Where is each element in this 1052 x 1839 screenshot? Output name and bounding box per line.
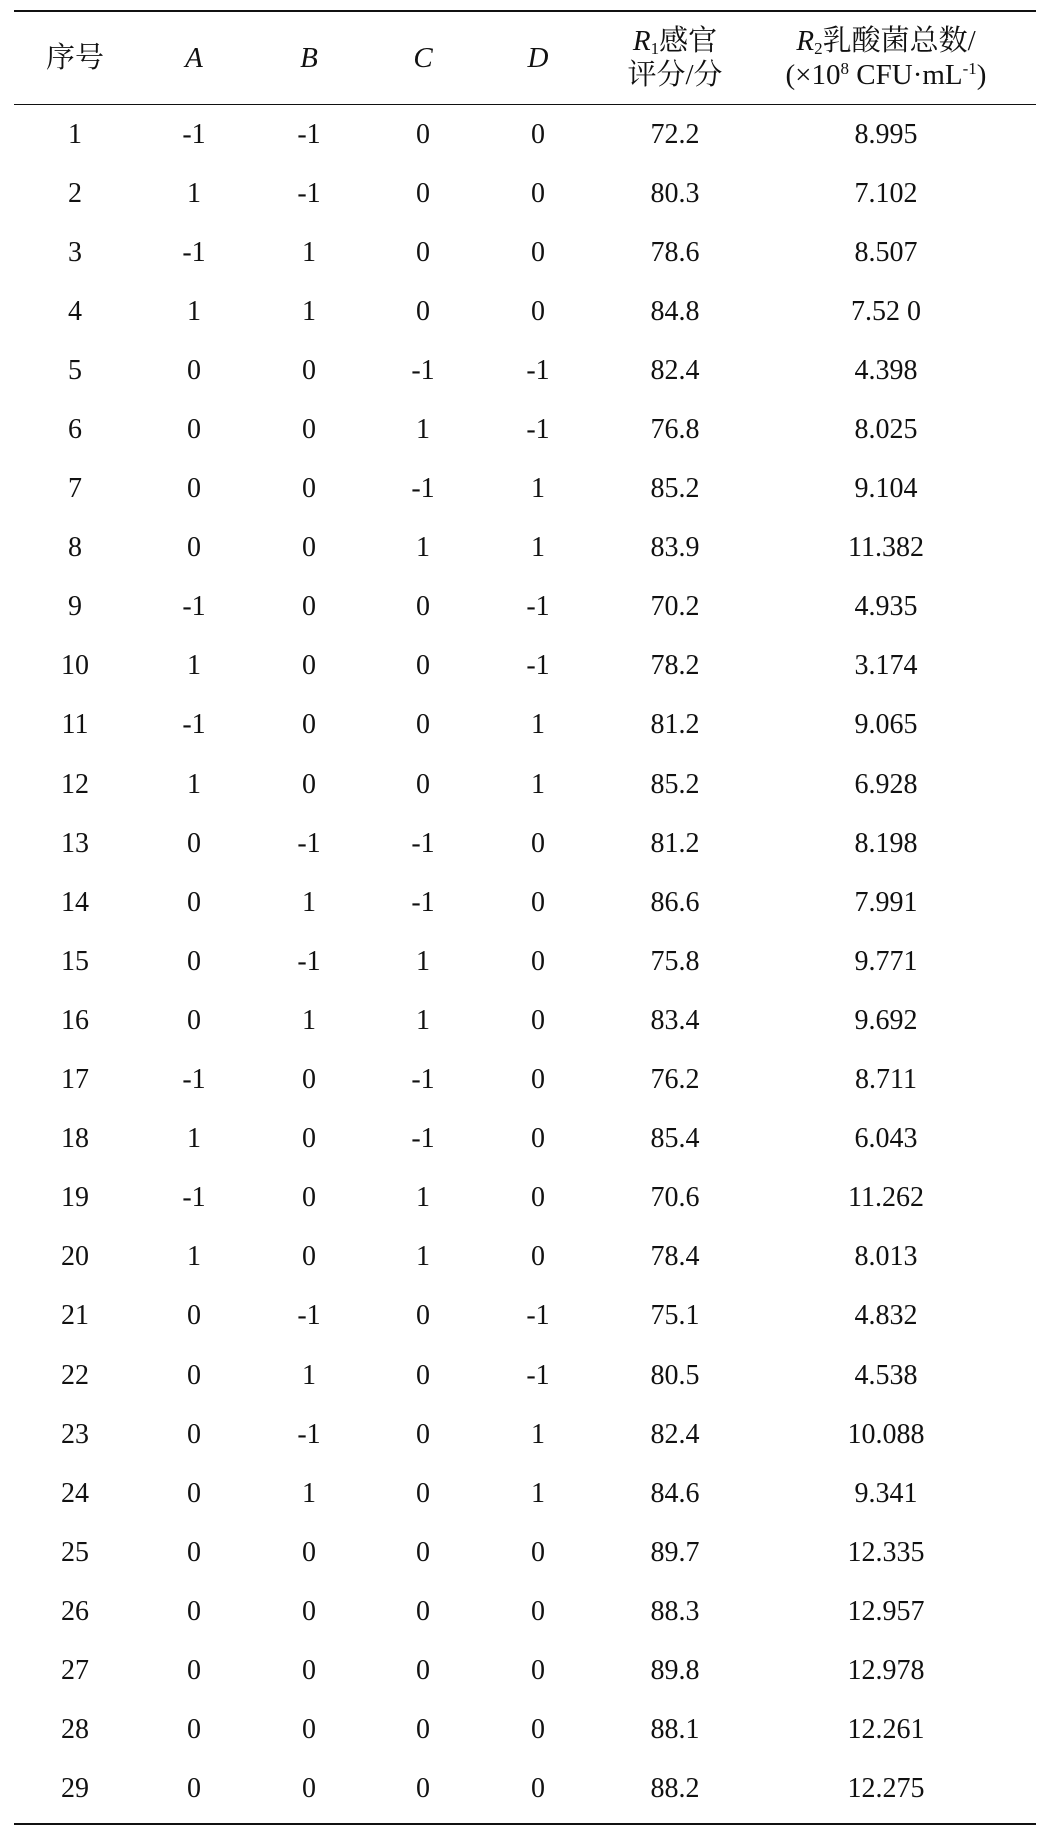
cell-r1-score: 85.2 (650, 768, 700, 800)
cell-r1-score: 88.2 (650, 1773, 700, 1805)
cell-d: 0 (531, 1773, 545, 1805)
cell-a: 0 (187, 886, 201, 918)
cell-r1-score: 89.8 (650, 1654, 700, 1686)
cell-c: 0 (416, 709, 430, 741)
cell-r2-count: 9.104 (854, 473, 918, 505)
cell-b: 0 (302, 1595, 316, 1627)
cell-b: -1 (297, 945, 321, 977)
cell-seq: 25 (61, 1536, 89, 1568)
cell-c: -1 (411, 354, 435, 386)
cell-r2-count: 10.088 (847, 1418, 925, 1450)
cell-b: -1 (297, 1418, 321, 1450)
table-row (14, 1051, 1036, 1110)
cell-seq: 16 (61, 1004, 89, 1036)
cell-d: 0 (531, 1064, 545, 1096)
cell-r2-count: 4.538 (854, 1359, 918, 1391)
cell-d: 0 (531, 1182, 545, 1214)
cell-seq: 27 (61, 1654, 89, 1686)
cell-a: 0 (187, 1714, 201, 1746)
cell-a: 0 (187, 1300, 201, 1332)
cell-b: 0 (302, 473, 316, 505)
cell-a: 0 (187, 1004, 201, 1036)
cell-seq: 3 (68, 236, 82, 268)
cell-d: 0 (531, 295, 545, 327)
cell-a: -1 (182, 118, 206, 150)
table-row (14, 873, 1036, 932)
cell-d: 0 (531, 1123, 545, 1155)
cell-r1-score: 70.2 (650, 591, 700, 623)
table-row (14, 1464, 1036, 1523)
cell-d: 1 (531, 1477, 545, 1509)
table-row (14, 105, 1036, 164)
cell-r2-count: 4.935 (854, 591, 918, 623)
cell-seq: 4 (68, 295, 82, 327)
table-row (14, 519, 1036, 578)
table-row (14, 1228, 1036, 1287)
cell-b: 0 (302, 650, 316, 682)
header-d: D (527, 42, 549, 74)
cell-seq: 17 (61, 1064, 89, 1096)
cell-a: 1 (187, 650, 201, 682)
cell-c: 0 (416, 650, 430, 682)
cell-r2-count: 11.262 (848, 1182, 924, 1214)
table-row (14, 1287, 1036, 1346)
table-row (14, 164, 1036, 223)
cell-seq: 24 (61, 1477, 89, 1509)
cell-r1-score: 78.2 (650, 650, 700, 682)
header-a: A (185, 42, 203, 74)
cell-r2-count: 8.198 (854, 827, 918, 859)
cell-r1-score: 75.8 (650, 945, 700, 977)
cell-seq: 29 (61, 1773, 89, 1805)
cell-d: 0 (531, 236, 545, 268)
cell-a: 0 (187, 1536, 201, 1568)
cell-r1-score: 84.8 (650, 295, 700, 327)
table-row (14, 1346, 1036, 1405)
cell-c: 1 (416, 1004, 430, 1036)
cell-seq: 20 (61, 1241, 89, 1273)
cell-r2-count: 9.341 (854, 1477, 918, 1509)
cell-seq: 9 (68, 591, 82, 623)
cell-r1-score: 75.1 (650, 1300, 700, 1332)
cell-seq: 12 (61, 768, 89, 800)
cell-b: 0 (302, 1182, 316, 1214)
table-row (14, 991, 1036, 1050)
cell-c: 1 (416, 945, 430, 977)
cell-c: -1 (411, 473, 435, 505)
table-row (14, 637, 1036, 696)
cell-a: -1 (182, 1182, 206, 1214)
cell-seq: 5 (68, 354, 82, 386)
cell-seq: 15 (61, 945, 89, 977)
cell-r2-count: 8.013 (854, 1241, 918, 1273)
table-row (14, 341, 1036, 400)
cell-a: -1 (182, 236, 206, 268)
header-b: B (300, 42, 318, 74)
cell-r2-count: 8.507 (854, 236, 918, 268)
table-row (14, 1169, 1036, 1228)
cell-r2-count: 4.832 (854, 1300, 918, 1332)
table-row (14, 1701, 1036, 1760)
cell-r2-count: 11.382 (848, 532, 924, 564)
header-seq: 序号 (45, 42, 104, 74)
table-row (14, 400, 1036, 459)
cell-c: 1 (416, 532, 430, 564)
cell-d: -1 (526, 354, 550, 386)
cell-a: 0 (187, 1773, 201, 1805)
cell-a: 1 (187, 1241, 201, 1273)
cell-a: -1 (182, 1064, 206, 1096)
cell-r1-score: 72.2 (650, 118, 700, 150)
cell-r1-score: 83.9 (650, 532, 700, 564)
cell-r1-score: 84.6 (650, 1477, 700, 1509)
cell-a: 0 (187, 1654, 201, 1686)
cell-d: 0 (531, 118, 545, 150)
cell-c: 0 (416, 1773, 430, 1805)
cell-a: 0 (187, 1418, 201, 1450)
cell-a: 0 (187, 1477, 201, 1509)
cell-r2-count: 6.043 (854, 1123, 918, 1155)
table-row (14, 814, 1036, 873)
header-c: C (413, 42, 433, 74)
cell-c: 0 (416, 1477, 430, 1509)
cell-b: -1 (297, 1300, 321, 1332)
cell-d: 0 (531, 886, 545, 918)
cell-a: 0 (187, 473, 201, 505)
table-body (14, 105, 1036, 1819)
cell-b: 0 (302, 414, 316, 446)
cell-d: -1 (526, 650, 550, 682)
cell-a: -1 (182, 709, 206, 741)
cell-b: 0 (302, 768, 316, 800)
cell-a: 0 (187, 354, 201, 386)
cell-r1-score: 81.2 (650, 827, 700, 859)
table-row (14, 1582, 1036, 1641)
cell-a: 1 (187, 177, 201, 209)
table-row (14, 1110, 1036, 1169)
cell-c: 0 (416, 1359, 430, 1391)
cell-a: -1 (182, 591, 206, 623)
cell-d: 0 (531, 945, 545, 977)
cell-d: 0 (531, 177, 545, 209)
table-row (14, 460, 1036, 519)
cell-b: -1 (297, 118, 321, 150)
cell-seq: 2 (68, 177, 82, 209)
cell-a: 0 (187, 414, 201, 446)
cell-d: 0 (531, 1536, 545, 1568)
cell-r2-count: 7.52 0 (851, 295, 921, 327)
cell-r1-score: 82.4 (650, 1418, 700, 1450)
table-bottom-rule (14, 1823, 1036, 1825)
cell-r1-score: 76.8 (650, 414, 700, 446)
cell-r2-count: 7.102 (854, 177, 918, 209)
cell-r2-count: 12.978 (847, 1654, 925, 1686)
table-row (14, 223, 1036, 282)
cell-b: 0 (302, 1123, 316, 1155)
cell-r1-score: 70.6 (650, 1182, 700, 1214)
cell-r2-count: 12.275 (847, 1773, 925, 1805)
cell-d: 1 (531, 532, 545, 564)
cell-r2-count: 9.771 (854, 945, 918, 977)
cell-seq: 22 (61, 1359, 89, 1391)
table-row (14, 1523, 1036, 1582)
cell-seq: 26 (61, 1595, 89, 1627)
cell-r2-count: 8.025 (854, 414, 918, 446)
cell-d: 1 (531, 1418, 545, 1450)
cell-d: 1 (531, 473, 545, 505)
cell-b: -1 (297, 827, 321, 859)
cell-r2-count: 8.995 (854, 118, 918, 150)
cell-b: 0 (302, 591, 316, 623)
cell-b: 0 (302, 1773, 316, 1805)
cell-seq: 13 (61, 827, 89, 859)
cell-r1-score: 78.6 (650, 236, 700, 268)
cell-r2-count: 12.957 (847, 1595, 925, 1627)
cell-c: 0 (416, 1595, 430, 1627)
cell-r1-score: 85.2 (650, 473, 700, 505)
cell-a: 0 (187, 1359, 201, 1391)
cell-d: -1 (526, 1300, 550, 1332)
table-row (14, 1760, 1036, 1819)
cell-c: 1 (416, 1182, 430, 1214)
cell-c: 1 (416, 1241, 430, 1273)
cell-d: -1 (526, 1359, 550, 1391)
cell-r1-score: 88.1 (650, 1714, 700, 1746)
cell-d: 1 (531, 768, 545, 800)
cell-seq: 19 (61, 1182, 89, 1214)
cell-d: 0 (531, 1714, 545, 1746)
cell-seq: 14 (61, 886, 89, 918)
cell-seq: 18 (61, 1123, 89, 1155)
cell-r1-score: 86.6 (650, 886, 700, 918)
cell-b: 1 (302, 1004, 316, 1036)
cell-d: 0 (531, 827, 545, 859)
table-row (14, 696, 1036, 755)
cell-b: 1 (302, 886, 316, 918)
cell-a: 1 (187, 768, 201, 800)
header-r1: $R_1$感官 评分/分 (627, 25, 723, 91)
cell-b: 1 (302, 295, 316, 327)
cell-c: 0 (416, 177, 430, 209)
cell-seq: 7 (68, 473, 82, 505)
table-row (14, 1641, 1036, 1700)
cell-seq: 28 (61, 1714, 89, 1746)
cell-d: 0 (531, 1654, 545, 1686)
cell-c: 0 (416, 768, 430, 800)
cell-b: 0 (302, 1536, 316, 1568)
cell-r2-count: 9.692 (854, 1004, 918, 1036)
cell-b: 1 (302, 1359, 316, 1391)
table-row (14, 282, 1036, 341)
cell-a: 0 (187, 1595, 201, 1627)
cell-seq: 23 (61, 1418, 89, 1450)
cell-r1-score: 88.3 (650, 1595, 700, 1627)
cell-r2-count: 7.991 (854, 886, 918, 918)
table-row (14, 932, 1036, 991)
table-row (14, 1405, 1036, 1464)
cell-b: 0 (302, 1714, 316, 1746)
cell-r2-count: 12.261 (847, 1714, 925, 1746)
cell-r2-count: 4.398 (854, 354, 918, 386)
cell-d: 0 (531, 1004, 545, 1036)
cell-r1-score: 82.4 (650, 354, 700, 386)
cell-r2-count: 8.711 (855, 1064, 917, 1096)
cell-seq: 11 (61, 709, 89, 741)
cell-b: 0 (302, 1064, 316, 1096)
cell-seq: 1 (68, 118, 82, 150)
cell-c: -1 (411, 1123, 435, 1155)
cell-c: -1 (411, 827, 435, 859)
cell-c: 0 (416, 236, 430, 268)
cell-seq: 8 (68, 532, 82, 564)
cell-r1-score: 81.2 (650, 709, 700, 741)
cell-b: 1 (302, 236, 316, 268)
cell-b: -1 (297, 177, 321, 209)
cell-a: 0 (187, 827, 201, 859)
cell-c: 0 (416, 1714, 430, 1746)
cell-c: 0 (416, 591, 430, 623)
cell-c: 1 (416, 414, 430, 446)
cell-d: -1 (526, 414, 550, 446)
cell-d: 1 (531, 709, 545, 741)
cell-a: 1 (187, 1123, 201, 1155)
cell-r2-count: 12.335 (847, 1536, 925, 1568)
cell-b: 0 (302, 1654, 316, 1686)
header-r2: $R_2$乳酸菌总数/ ($\times 10^8$ $CFU\cdot mL^{-1}$) (785, 25, 987, 91)
cell-d: 0 (531, 1241, 545, 1273)
cell-a: 0 (187, 532, 201, 564)
cell-seq: 6 (68, 414, 82, 446)
cell-r1-score: 80.5 (650, 1359, 700, 1391)
cell-r1-score: 85.4 (650, 1123, 700, 1155)
cell-r2-count: 6.928 (854, 768, 918, 800)
table-header (14, 12, 1036, 104)
cell-r2-count: 9.065 (854, 709, 918, 741)
cell-b: 0 (302, 1241, 316, 1273)
cell-r1-score: 78.4 (650, 1241, 700, 1273)
cell-r1-score: 80.3 (650, 177, 700, 209)
cell-r1-score: 76.2 (650, 1064, 700, 1096)
cell-c: 0 (416, 1536, 430, 1568)
cell-r2-count: 3.174 (854, 650, 918, 682)
cell-c: 0 (416, 1300, 430, 1332)
cell-c: 0 (416, 295, 430, 327)
cell-c: 0 (416, 118, 430, 150)
cell-a: 1 (187, 295, 201, 327)
cell-b: 1 (302, 1477, 316, 1509)
cell-d: 0 (531, 1595, 545, 1627)
cell-r1-score: 83.4 (650, 1004, 700, 1036)
cell-c: -1 (411, 1064, 435, 1096)
cell-c: -1 (411, 886, 435, 918)
cell-b: 0 (302, 532, 316, 564)
table-row (14, 578, 1036, 637)
cell-r1-score: 89.7 (650, 1536, 700, 1568)
cell-seq: 10 (61, 650, 89, 682)
cell-c: 0 (416, 1418, 430, 1450)
cell-a: 0 (187, 945, 201, 977)
cell-b: 0 (302, 354, 316, 386)
cell-b: 0 (302, 709, 316, 741)
cell-d: -1 (526, 591, 550, 623)
cell-c: 0 (416, 1654, 430, 1686)
cell-seq: 21 (61, 1300, 89, 1332)
table-row (14, 755, 1036, 814)
